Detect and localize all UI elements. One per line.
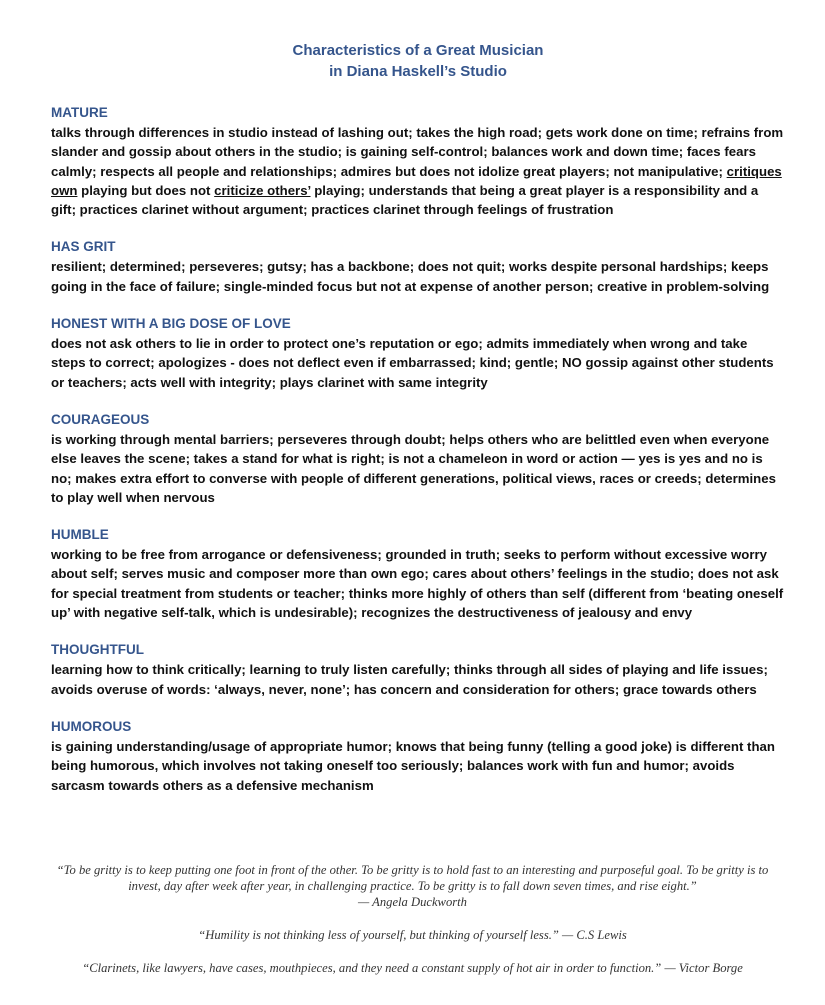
section-text: learning how to think critically; learning to truly listen carefully; thinks through all sides of playing and life issues; avoids overuse of words: ‘always, never, none’; has concern and consideration for others; grace towards others — [51, 662, 768, 697]
quote-text: “Humility is not thinking less of yourself, but thinking of yourself less.” — C.S Lewis — [198, 928, 627, 942]
quote-attribution: — Angela Duckworth — [358, 895, 467, 909]
quote-text: “Clarinets, like lawyers, have cases, mouthpieces, and they need a constant supply of hot air in order to function.” — Victor Borge — [82, 961, 743, 975]
title-line-1: Characteristics of a Great Musician — [292, 42, 544, 59]
section-text: resilient; determined; perseveres; gutsy; has a backbone; does not quit; works despite personal hardships; keeps going in the face of failure; single-minded focus but not at expense of another person; creative in problem-solving — [51, 259, 770, 294]
section-heading: HUMOROUS — [51, 718, 132, 734]
section-text: working to be free from arrogance or defensiveness; grounded in truth; seeks to perform without excessive worry about self; serves music and composer more than own ego; cares about others’ feelings in the studio; does not ask for special treatment from students or teacher; thinks more highly of others than self (different from ‘beating oneself up’ with negative self-talk, which is undesirable); recognizes the destructiveness of jealousy and envy — [51, 547, 784, 621]
quote-duckworth — [40, 862, 785, 910]
section-text: does not ask others to lie in order to protect one’s reputation or ego; admits immediately when wrong and take steps to correct; apologizes - does not deflect even if embarrassed; kind; gentle; NO gossip against other students or teachers; acts well with integrity; plays clarinet with same integrity — [51, 336, 774, 390]
section-mature — [51, 103, 785, 219]
section-text: is gaining understanding/usage of appropriate humor; knows that being funny (telling a good joke) is different than being humorous, which involves not taking oneself too seriously; balances work with fun and humor; avoids sarcasm towards others as a defensive mechanism — [51, 738, 775, 793]
section-text — [51, 123, 785, 219]
quotes-block — [40, 862, 785, 976]
quote-lewis — [40, 927, 785, 943]
quote-borge — [40, 960, 785, 976]
section-heading: MATURE — [51, 105, 108, 120]
section-humorous — [51, 717, 785, 795]
section-thoughtful — [51, 640, 785, 699]
underlined-phrase: critiques own — [51, 163, 782, 198]
characteristics-list — [51, 103, 785, 795]
underlined-phrase: criticize others’ — [214, 182, 311, 198]
section-heading: HUMBLE — [51, 527, 109, 543]
quote-text: “To be gritty is to keep putting one foot in front of the other. To be gritty is to hold fast to an interesting and purposeful goal. To be gritty is to invest, day after week after year, in challenging practice. To be gritty is to fall down seven times, and rise eight.” — [56, 863, 769, 893]
section-heading: HONEST WITH A BIG DOSE OF LOVE — [51, 316, 291, 332]
section-has-grit — [51, 237, 785, 296]
section-text-part: playing; understands that being a great player is a responsibility and a gift; practices clarinet without argument; practices clarinet through feelings of frustration — [51, 182, 759, 218]
title-line-2: in Diana Haskell’s Studio — [329, 63, 507, 80]
section-text-part: playing but does not — [77, 182, 215, 198]
section-text: is working through mental barriers; perseveres through doubt; helps others who are belittled even when everyone else leaves the scene; takes a stand for what is right; is not a chameleon in word or action — yes is yes and no is no; makes extra effort to converse with people of different generations, political views, races or creeds; determines to play well when nervous — [51, 431, 776, 505]
section-courageous — [51, 410, 785, 507]
section-heading: HAS GRIT — [51, 239, 116, 255]
section-text-part: talks through differences in studio instead of lashing out; takes the high road; gets work done on time; refrains from slander and gossip about others in the studio; is gaining self-control; balances work and down time; faces fears calmly; respects all people and relationships; admires but does not idolize great players; not manipulative; — [51, 125, 784, 179]
section-honest — [51, 314, 785, 392]
section-humble — [51, 525, 785, 622]
section-heading: THOUGHTFUL — [51, 642, 144, 658]
document-title — [51, 40, 785, 82]
section-heading: COURAGEOUS — [51, 411, 150, 427]
